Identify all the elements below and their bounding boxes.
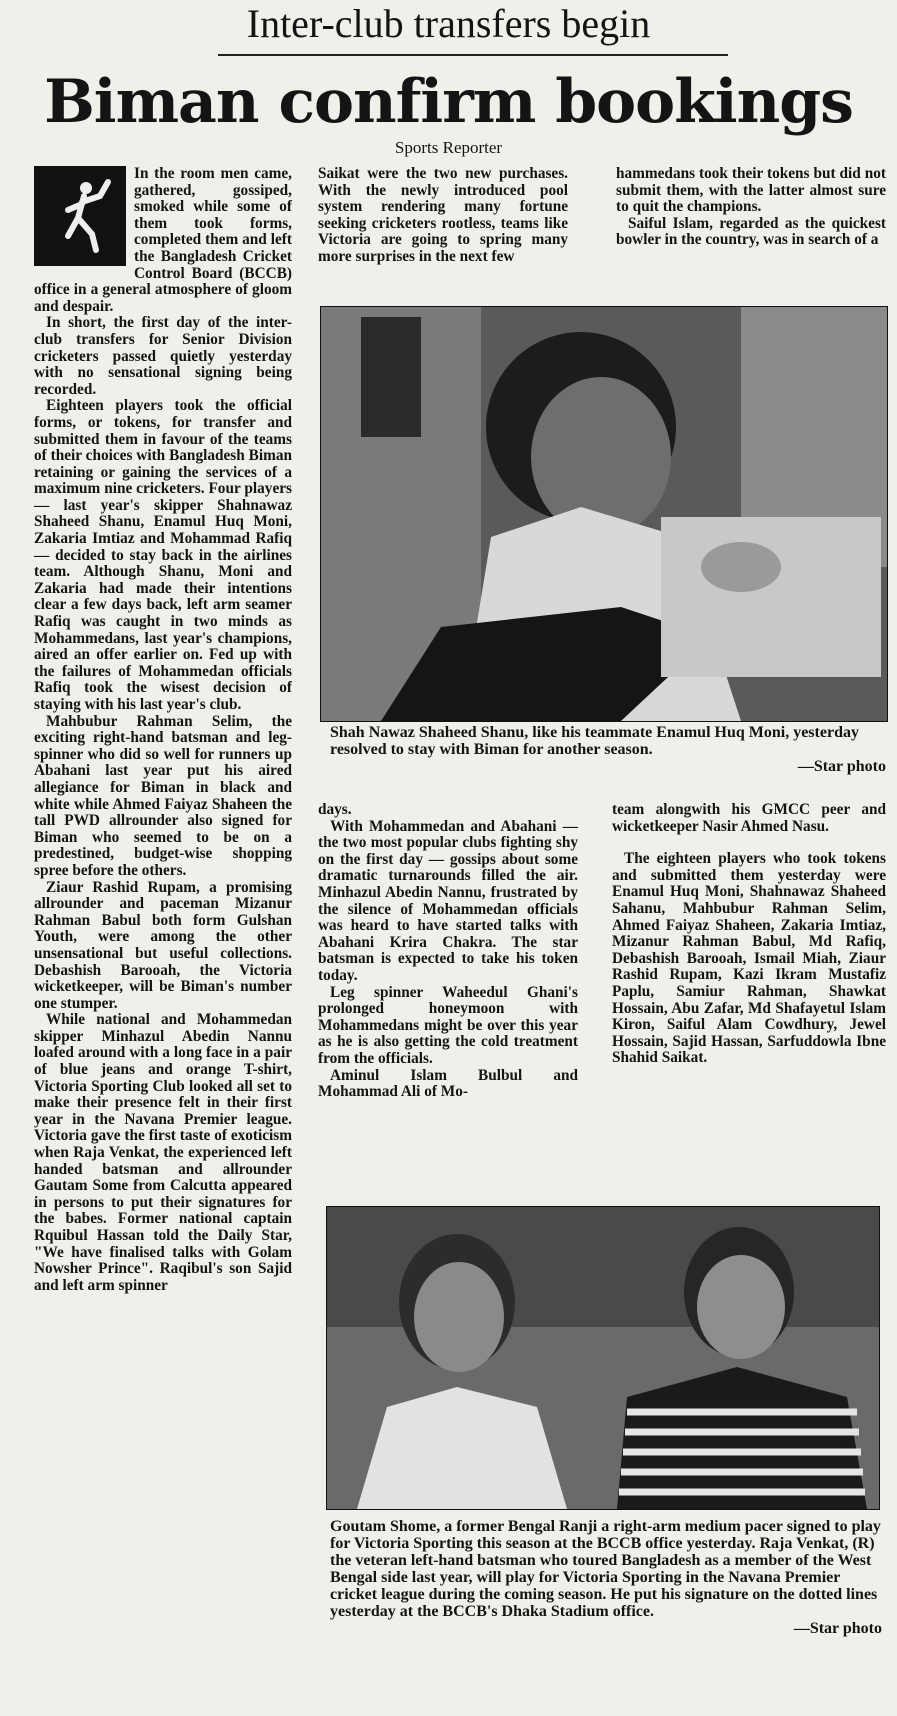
photo-1-caption — [330, 724, 886, 775]
article-column-1 — [34, 166, 292, 1712]
cricket-batsman-icon — [34, 166, 126, 266]
paragraph: Eighteen players took the official forms, or tokens, for transfer and submitted them in favour of the teams of their choices with Bangladesh Biman retaining or gaining the services of a maximum nine cricketers. Four players — last year's skipper Shahnawaz Shaheed Shanu, Enamul Huq Moni, Zakaria Imtiaz and Mohammad Rafiq — decided to stay back in the airlines team. Although Shanu, Moni and Zakaria had made their intentions clear a few days back, left arm seamer Rafiq was caught in two minds as Mohammedans, last year's champions, aired an offer earlier on. Fed up with the failures of Mohammedan officials Rafiq took the wisest decision of staying with his last year's club. — [34, 397, 292, 713]
kicker-rule — [218, 54, 728, 56]
paragraph: Aminul Islam Bulbul and Mohammad Ali of Mo- — [318, 1066, 578, 1101]
paragraph: team alongwith his GMCC peer and wicketkeeper Nasir Ahmed Nasu. — [612, 802, 886, 835]
paragraph: Saikat were the two new purchases. With the newly introduced pool system rendering many fortune seeking cricketers rootless, teams like Victoria are going to spring many more surprises in the next few — [318, 166, 568, 265]
article-column-3-mid — [612, 802, 886, 1202]
article-column-2-top — [318, 166, 568, 301]
caption-text: Shah Nawaz Shaheed Shanu, like his teammate Enamul Huq Moni, yesterday resolved to stay with Biman for another season. — [330, 724, 859, 758]
paragraph: While national and Mohammedan skipper Minhazul Abedin Nannu loafed around with a long face in a pair of blue jeans and orange T-shirt, Victoria Sporting Club looked all set to make their presence felt in their first year in the Navana Premier league. Victoria gave the first taste of exoticism when Raja Venkat, the experienced left handed batsman and allrounder Gautam Some from Calcutta appeared in persons to put their signatures for the babes. Former national captain Rquibul Hassan told the Daily Star, "We have finalised talks with Golam Nowsher Prince". Raqibul's son Sajid and left arm spinner — [34, 1011, 292, 1294]
paragraph: Saiful Islam, regarded as the quickest bowler in the country, was in search of a — [616, 214, 886, 249]
kicker-headline: Inter-club transfers begin — [246, 1, 651, 46]
paragraph: Ziaur Rashid Rupam, a promising allrounder and paceman Mizanur Rahman Babul both form Gulshan Youth, were among the other unsensational but useful collections. Debashish Barooah, the Victoria wicketkeeper, will be Biman's number one stumper. — [34, 878, 292, 1012]
photo-shanu-signing — [320, 306, 888, 722]
paragraph: In short, the first day of the inter-club transfers for Senior Division cricketers passed quietly yesterday with no sensational signing being recorded. — [34, 314, 292, 398]
paragraph: days. — [318, 802, 352, 818]
paragraph: Leg spinner Waheedul Ghani's prolonged honeymoon with Mohammedans might be over this year as he is also getting the cold treatment from the officials. — [318, 983, 578, 1067]
byline: Sports Reporter — [394, 138, 503, 157]
photo-shome-venkat — [326, 1206, 880, 1510]
paragraph: Mahbubur Rahman Selim, the exciting right-hand batsman and leg-spinner who did so well for runners up Abahani last year put his aired allegiance for Biman in black and white while Ahmed Faiyaz Shaheen the tall PWD allrounder also signed for Biman who seemed to be on a predestined, budget-wise shopping spree before the others. — [34, 712, 292, 879]
article-column-3-top — [616, 166, 886, 301]
photo-credit: —Star photo — [793, 1620, 882, 1637]
caption-text: Goutam Shome, a former Bengal Ranji a right-arm medium pacer signed to play for Victoria Sporting this season at the BCCB office yesterday. Raja Venkat, (R) the veteran left-hand batsman who toured Bangladesh as a member of the West Bengal side last year, will play for Victoria Sporting in the Navana Premier cricket league during the coming season. He put his signature on the dotted lines yesterday at the BCCB's Dhaka Stadium office. — [330, 1518, 881, 1620]
photo-2-caption — [330, 1518, 882, 1637]
photo-credit: —Star photo — [797, 758, 886, 775]
article-column-2-mid — [318, 802, 578, 1202]
paragraph: With Mohammedan and Abahani — the two most popular clubs fighting shy on the first day — gossips about some dramatic turnarounds filled the air. Minhazul Abedin Nannu, frustrated by the silence of Mohammedan officials was heard to have started talks with Abahani Krira Chakra. The star batsman is expected to take his token today. — [318, 817, 578, 984]
main-headline: Biman confirm bookings — [44, 67, 853, 137]
paragraph: The eighteen players who took tokens and submitted them yesterday were Enamul Huq Moni, Shahnawaz Shaheed Sahanu, Mahbubur Rahman Selim, Ahmed Faiyaz Shaheen, Zakaria Imtiaz, Mizanur Rahman Babul, Md Rafiq, Debashish Barooah, Ismail Miah, Ziaur Rashid Rupam, Kazi Ikram Mustafiz Paplu, Samiur Rahman, Shawkat Hossain, Abu Zafar, Md Shafayetul Islam Kiron, Saiful Alam Cowdhury, Jewel Hossain, Sajid Hassan, Sarfuddowla Ibne Shahid Saikat. — [612, 850, 886, 1067]
paragraph: hammedans took their tokens but did not submit them, with the latter almost sure to quit the champions. — [616, 166, 886, 216]
paragraph: In the room men came, gathered, gossiped, smoked while some of them took forms, completed them and left the Bangladesh Cricket Control Board (BCCB) office in a general atmosphere of gloom and despair. — [34, 166, 292, 315]
